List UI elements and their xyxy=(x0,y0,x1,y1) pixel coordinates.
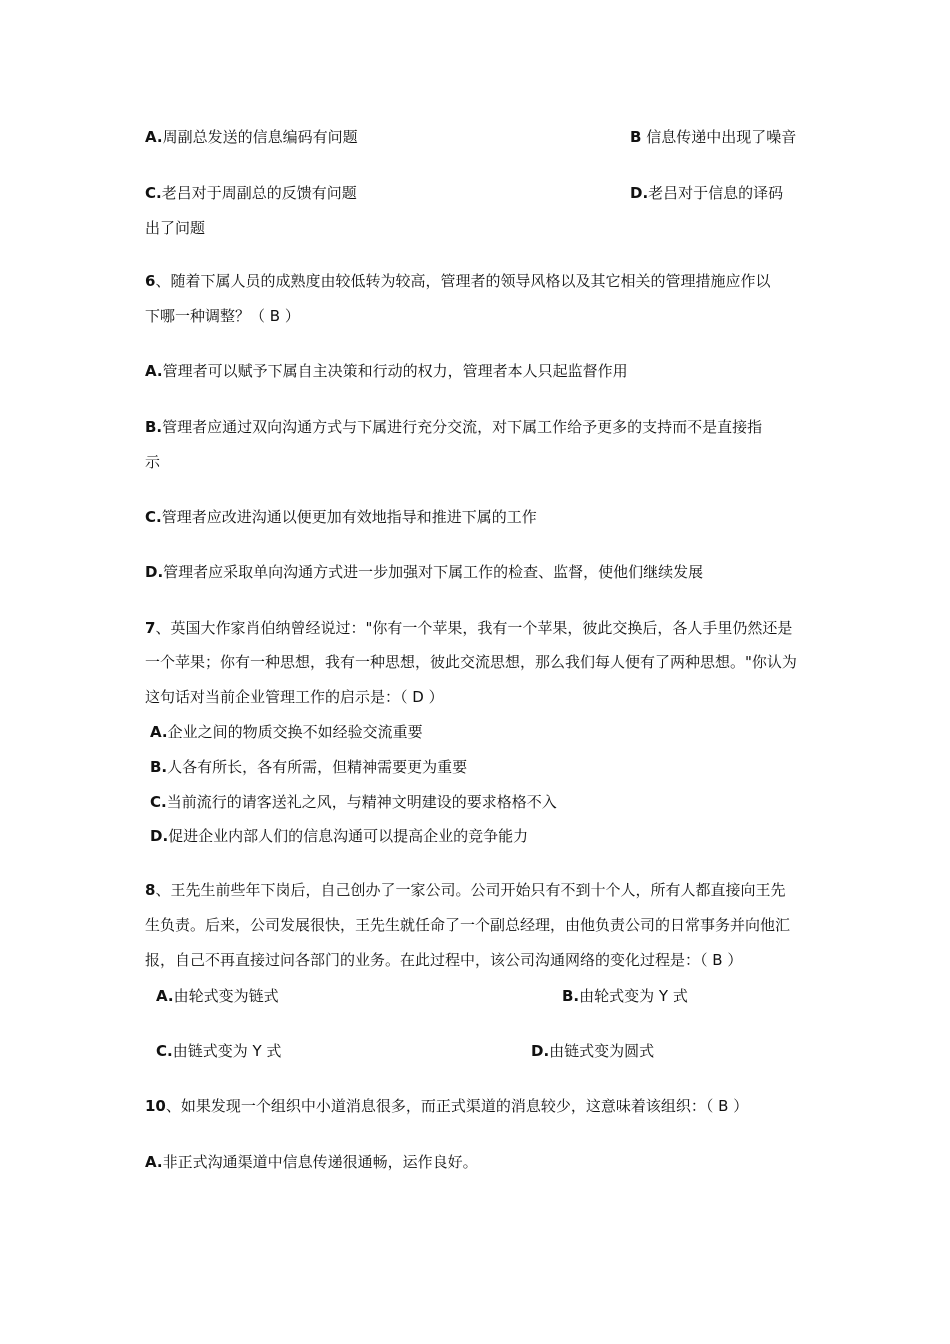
q8-option-b: B.由轮式变为 Y 式 xyxy=(562,987,688,1005)
q5-option-c: C.老吕对于周副总的反馈有问题 xyxy=(145,184,357,202)
q6-option-b-continued: 示 xyxy=(145,453,161,471)
q6-stem-line2: 下哪一种调整？（ B ） xyxy=(145,307,300,325)
q5-option-a: A.周副总发送的信息编码有问题 xyxy=(145,128,358,146)
q7-option-c: C.当前流行的请客送礼之风，与精神文明建设的要求格格不入 xyxy=(150,793,557,811)
q10-option-a: A.非正式沟通渠道中信息传递很通畅，运作良好。 xyxy=(145,1153,478,1171)
q6-option-b: B.管理者应通过双向沟通方式与下属进行充分交流，对下属工作给予更多的支持而不是直接指 xyxy=(145,418,763,436)
q6-option-d: D.管理者应采取单向沟通方式进一步加强对下属工作的检查、监督，使他们继续发展 xyxy=(145,563,704,581)
q5-option-b: B 信息传递中出现了噪音 xyxy=(630,128,797,146)
q7-option-d: D.促进企业内部人们的信息沟通可以提高企业的竞争能力 xyxy=(150,827,529,845)
q8-stem-line3: 报，自己不再直接过问各部门的业务。在此过程中，该公司沟通网络的变化过程是：（ B ） xyxy=(145,951,743,969)
q8-stem-line2: 生负责。后来，公司发展很快，王先生就任命了一个副总经理，由他负责公司的日常事务并向他汇 xyxy=(145,916,791,934)
q6-option-c: C.管理者应改进沟通以便更加有效地指导和推进下属的工作 xyxy=(145,508,537,526)
q8-option-a: A.由轮式变为链式 xyxy=(156,987,279,1005)
q7-option-a: A.企业之间的物质交换不如经验交流重要 xyxy=(150,723,423,741)
q7-option-b: B.人各有所长，各有所需，但精神需要更为重要 xyxy=(150,758,468,776)
q7-stem-line1: 7、英国大作家肖伯纳曾经说过："你有一个苹果，我有一个苹果，彼此交换后，各人手里仍然还是 xyxy=(145,619,793,637)
q6-option-a: A.管理者可以赋予下属自主决策和行动的权力，管理者本人只起监督作用 xyxy=(145,362,628,380)
q8-option-d: D.由链式变为圆式 xyxy=(531,1042,655,1060)
q5-option-d: D.老吕对于信息的译码 xyxy=(630,184,784,202)
q7-stem-line2: 一个苹果；你有一种思想，我有一种思想，彼此交流思想，那么我们每人便有了两种思想。"你认为 xyxy=(145,653,797,671)
q8-option-c: C.由链式变为 Y 式 xyxy=(156,1042,282,1060)
q10-stem-line1: 10、如果发现一个组织中小道消息很多，而正式渠道的消息较少，这意味着该组织：（ B ） xyxy=(145,1097,749,1115)
q5-option-d-continued: 出了问题 xyxy=(145,219,206,237)
q6-stem-line1: 6、随着下属人员的成熟度由较低转为较高，管理者的领导风格以及其它相关的管理措施应作以 xyxy=(145,272,771,290)
q8-stem-line1: 8、王先生前些年下岗后，自己创办了一家公司。公司开始只有不到十个人，所有人都直接向王先 xyxy=(145,881,786,899)
q7-stem-line3: 这句话对当前企业管理工作的启示是：（ D ） xyxy=(145,688,444,706)
